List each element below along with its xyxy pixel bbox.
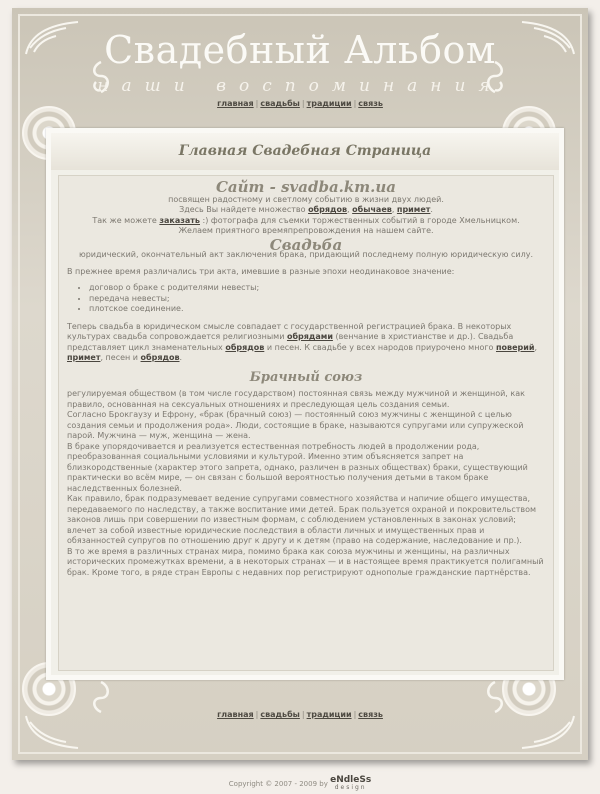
link-zakazat[interactable]: заказать bbox=[159, 215, 200, 225]
nav-separator: | bbox=[353, 99, 357, 108]
bottom-navigation bbox=[0, 710, 600, 719]
link-obryadov[interactable]: обрядов bbox=[140, 353, 180, 362]
intro-text: Так же можете bbox=[92, 215, 160, 225]
link-poveriy[interactable]: поверий bbox=[495, 342, 535, 352]
list-item: • плотское соединение. bbox=[89, 304, 545, 315]
intro-line bbox=[67, 216, 545, 227]
designer-logo[interactable] bbox=[330, 776, 371, 792]
content-panel bbox=[46, 128, 564, 680]
main-content bbox=[58, 175, 554, 671]
soyuz-paragraph: Как правило, брак подразумевает ведение супругами совместного хозяйства и напичие общего имущества, передаваемого по наследству, а также воспитание ими детей. Брак пользуется охраной и покровительством законов лишь при совершении по известным формам, с соблюдением установленных в законах условий; влечет за собой известные юридические последствия в области личных и имущественных прав и обязанностей супругов по отношению друг к другу и к детям (право на содержание, наследование и пр.). bbox=[67, 494, 537, 545]
nav-link-contact[interactable]: связь bbox=[358, 710, 383, 719]
nav-link-home[interactable]: главная bbox=[217, 710, 254, 719]
nav-link-traditions[interactable]: традиции bbox=[306, 99, 352, 108]
svadba-heading: Свадьба bbox=[269, 235, 343, 254]
paragraph-text: и песен. К свадьбе у всех народов приурочено много bbox=[264, 342, 496, 352]
paragraph-text: . bbox=[179, 353, 183, 362]
link-obryadov[interactable]: обрядов bbox=[225, 342, 265, 352]
intro-text: :) фотографа для съемки торжественных событий в городе Хмельницком. bbox=[199, 215, 520, 225]
paragraph-text: (венчание в христианстве и др.). Свадьба представляет цикл знаменательных bbox=[67, 332, 514, 352]
intro-line: посвящен радостному и светлому событию в жизни двух людей. bbox=[168, 194, 444, 204]
paragraph-text: , bbox=[534, 342, 537, 352]
svadba-acts-list bbox=[67, 283, 545, 315]
soyuz-paragraph: В то же время в различных странах мира, помимо брака как союза мужчины и женщины, на различных исторических промежутках времени, а в некоторых странах — и в настоящее время практикуется полигамный брак. Кроме того, в ряде стран Европы с недавних пор регистрируют однополые гражданские партнёрства. bbox=[67, 546, 544, 577]
link-primet[interactable]: примет bbox=[396, 205, 431, 214]
intro-heading: Сайт - svadba.km.ua bbox=[215, 178, 396, 196]
soyuz-text bbox=[67, 389, 545, 578]
footer-copyright bbox=[0, 776, 600, 792]
link-obryadami[interactable]: обрядами bbox=[286, 332, 333, 341]
intro-text: Здесь Вы найдете множество bbox=[179, 205, 309, 214]
intro-text: , bbox=[391, 205, 397, 214]
link-primet[interactable]: примет bbox=[67, 353, 101, 362]
soyuz-paragraph: Согласно Брокгаузу и Ефрону, «брак (брачный союз) — постоянный союз мужчины с женщиной с целью создания семьи и продолжения рода». Люди, состоящие в браке, называются супругами или супружеской парой. Мужчина — муж, женщина — жена. bbox=[67, 410, 524, 440]
top-navigation bbox=[0, 99, 600, 108]
intro-text: . bbox=[430, 205, 433, 214]
paragraph-text: Теперь свадьба в юридическом смысле совпадает с государственной регистрацией брака. В некоторых культурах свадьба сопровождается религиозными bbox=[67, 321, 512, 341]
nav-link-contact[interactable]: связь bbox=[358, 99, 383, 108]
intro-text: , bbox=[347, 205, 353, 214]
nav-link-home[interactable]: главная bbox=[217, 99, 254, 108]
link-obryadov[interactable]: обрядов bbox=[308, 205, 348, 214]
svadba-paragraph: В прежнее время различались три акта, имевшие в разные эпохи неодинаковое значение: bbox=[67, 266, 455, 276]
copyright-text: Copyright © 2007 - 2009 by bbox=[228, 780, 328, 788]
nav-link-weddings[interactable]: свадьбы bbox=[260, 710, 300, 719]
soyuz-paragraph: регулируемая обществом (в том числе государством) постоянная связь между мужчиной и женщиной, как правило, основанная на сексуальных отношениях и преследующая цель создания семьи. bbox=[67, 389, 525, 409]
link-obychaev[interactable]: обычаев bbox=[352, 205, 392, 214]
nav-link-traditions[interactable]: традиции bbox=[306, 710, 352, 719]
intro-block bbox=[67, 195, 545, 237]
list-item: • договор о браке с родителями невесты; bbox=[89, 283, 545, 294]
list-item: • передача невесты; bbox=[89, 294, 545, 305]
soyuz-paragraph: В браке упорядочивается и реализуется естественная потребность людей в продолжении рода, преобразованная социальными условиями и культурой. Именно этим объясняется запрет на близкородственные (характер этого запрета, однако, различен в разных обществах) браки, существующий практически во всём мире, — он связан с большой вероятностью получения детьми в таком браке наследственных болезней. bbox=[67, 441, 528, 493]
nav-link-weddings[interactable]: свадьбы bbox=[260, 99, 300, 108]
svadba-paragraph bbox=[67, 322, 545, 364]
intro-line: Желаем приятного времяпрепровождения на нашем сайте. bbox=[178, 226, 434, 235]
site-subtitle: наши воспоминания bbox=[97, 76, 503, 96]
soyuz-heading: Брачный союз bbox=[249, 369, 363, 385]
svadba-definition: юридический, окончательный акт заключения брака, придающий последнему полную юридическую силу. bbox=[78, 250, 534, 259]
paragraph-text: , песен и bbox=[100, 353, 141, 362]
designer-logo-sub: design bbox=[334, 784, 367, 791]
designer-logo-text: eNdleSs bbox=[330, 775, 372, 785]
intro-line bbox=[67, 205, 545, 216]
panel-header bbox=[51, 133, 559, 170]
nav-separator: | bbox=[301, 710, 305, 719]
panel-title: Главная Свадебная Страница bbox=[178, 143, 432, 159]
nav-separator: | bbox=[353, 710, 357, 719]
nav-separator: | bbox=[255, 710, 259, 719]
nav-separator: | bbox=[255, 99, 259, 108]
site-title: Свадебный Альбом bbox=[104, 28, 496, 72]
nav-separator: | bbox=[301, 99, 305, 108]
